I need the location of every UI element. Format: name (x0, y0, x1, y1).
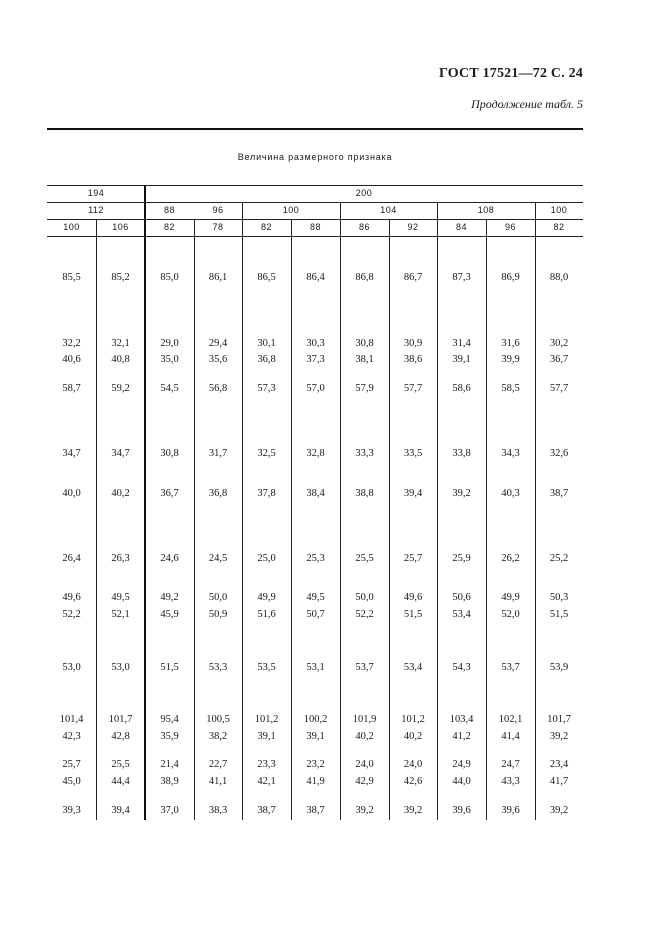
table-cell: 45,0 (62, 776, 81, 787)
table-cell: 38,7 (257, 805, 276, 816)
table-cell: 34,7 (62, 448, 81, 459)
column-divider (535, 202, 536, 820)
table-cell: 32,8 (306, 448, 325, 459)
table-cell: 36,7 (549, 354, 569, 365)
table-cell: 39,2 (355, 805, 374, 816)
table-cell: 22,7 (208, 759, 228, 770)
column-divider (437, 202, 438, 820)
table-cell: 32,6 (549, 448, 569, 459)
table-cell: 51,6 (257, 609, 276, 620)
table-cell: 24,0 (355, 759, 374, 770)
table-cell: 87,3 (452, 272, 471, 283)
table-cell: 39,2 (549, 805, 569, 816)
table-cell: 37,0 (160, 805, 179, 816)
table-cell: 101,2 (254, 714, 279, 725)
table-cell: 49,2 (160, 592, 179, 603)
table-cell: 38,6 (403, 354, 423, 365)
table-cell: 85,2 (111, 272, 130, 283)
table-cell: 30,9 (403, 338, 423, 349)
table-cell: 86,7 (403, 272, 423, 283)
table-cell: 54,5 (160, 383, 179, 394)
table-cell: 24,0 (403, 759, 423, 770)
table-cell: 42,8 (111, 731, 130, 742)
table-cell: 49,6 (403, 592, 423, 603)
table-cell: 102,1 (498, 714, 523, 725)
table-cell: 25,9 (452, 553, 471, 564)
table-cell: 52,2 (355, 609, 374, 620)
table-cell: 39,4 (111, 805, 130, 816)
table-cell: 31,6 (501, 338, 520, 349)
table-cell: 52,0 (501, 609, 520, 620)
column-divider (194, 219, 195, 820)
table-cell: 53,3 (208, 662, 228, 673)
table-cell: 26,2 (501, 553, 520, 564)
table-cell: 39,2 (549, 731, 569, 742)
table-cell: 23,3 (257, 759, 276, 770)
table-cell: 36,8 (257, 354, 276, 365)
table-cell: 53,0 (62, 662, 81, 673)
table-cell: 25,3 (306, 553, 325, 564)
table-cell: 40,8 (111, 354, 130, 365)
table-cell: 49,5 (306, 592, 325, 603)
table-cell: 86,4 (306, 272, 325, 283)
header-level3: 82 (163, 222, 175, 232)
table-cell: 58,6 (452, 383, 471, 394)
header-level3: 78 (212, 222, 224, 232)
table-cell: 56,8 (208, 383, 228, 394)
table-cell: 23,2 (306, 759, 325, 770)
table-cell: 39,9 (501, 354, 520, 365)
table-cell: 50,0 (355, 592, 374, 603)
table-cell: 41,7 (549, 776, 569, 787)
table-cell: 57,0 (306, 383, 325, 394)
table-cell: 58,5 (501, 383, 520, 394)
table-cell: 44,0 (452, 776, 471, 787)
table-cell: 101,7 (547, 714, 571, 725)
column-divider (96, 219, 97, 820)
table-cell: 57,9 (355, 383, 374, 394)
table-cell: 41,4 (501, 731, 520, 742)
table-cell: 25,5 (355, 553, 374, 564)
header-level3: 86 (358, 222, 370, 232)
table-cell: 29,4 (208, 338, 228, 349)
table-cell: 40,2 (355, 731, 374, 742)
table-cell: 38,7 (306, 805, 325, 816)
table-cell: 50,0 (208, 592, 228, 603)
column-divider (291, 219, 292, 820)
table-cell: 49,6 (62, 592, 81, 603)
table-cell: 53,4 (403, 662, 423, 673)
table-cell: 53,4 (452, 609, 471, 620)
table-cell: 36,7 (160, 488, 179, 499)
table-cell: 53,9 (549, 662, 569, 673)
table-cell: 25,5 (111, 759, 130, 770)
table-cell: 51,5 (403, 609, 423, 620)
table-cell: 88,0 (549, 272, 569, 283)
table-cell: 53,5 (257, 662, 276, 673)
table-cell: 39,1 (306, 731, 325, 742)
table-cell: 59,2 (111, 383, 130, 394)
table-cell: 39,2 (403, 805, 423, 816)
table-cell: 53,7 (501, 662, 520, 673)
table-cell: 50,3 (549, 592, 569, 603)
table-cell: 39,2 (452, 488, 471, 499)
table-cell: 53,7 (355, 662, 374, 673)
table-cell: 103,4 (449, 714, 474, 725)
table-continuation-note: Продолжение табл. 5 (471, 97, 583, 111)
table-cell: 24,5 (208, 553, 228, 564)
table-cell: 49,5 (111, 592, 130, 603)
table-cell: 31,7 (208, 448, 228, 459)
header-level3: 88 (309, 222, 321, 232)
table-caption: Величина размерного признака (237, 152, 393, 162)
table-cell: 51,5 (160, 662, 179, 673)
table-cell: 37,3 (306, 354, 325, 365)
table-cell: 38,8 (355, 488, 374, 499)
table-cell: 85,0 (160, 272, 179, 283)
table-cell: 26,3 (111, 553, 130, 564)
table-cell: 29,0 (160, 338, 179, 349)
table-cell: 34,7 (111, 448, 130, 459)
table-cell: 57,7 (403, 383, 423, 394)
header-height-200: 200 (355, 188, 373, 198)
column-divider (144, 185, 146, 820)
table-cell: 21,4 (160, 759, 179, 770)
header-level2: 100 (550, 205, 568, 215)
table-cell: 52,1 (111, 609, 130, 620)
header-level3: 82 (553, 222, 565, 232)
table-cell: 40,2 (111, 488, 130, 499)
table-cell: 37,8 (257, 488, 276, 499)
table-cell: 35,9 (160, 731, 179, 742)
column-divider (486, 219, 487, 820)
header-level3: 100 (63, 222, 80, 232)
table-cell: 38,2 (208, 731, 228, 742)
table-cell: 57,3 (257, 383, 276, 394)
table-cell: 101,4 (59, 714, 84, 725)
table-cell: 38,1 (355, 354, 374, 365)
table-cell: 38,9 (160, 776, 179, 787)
table-cell: 35,0 (160, 354, 179, 365)
table-cell: 44,4 (111, 776, 130, 787)
table-cell: 40,6 (62, 354, 81, 365)
table-cell: 23,4 (549, 759, 569, 770)
table-cell: 42,9 (355, 776, 374, 787)
table-cell: 33,8 (452, 448, 471, 459)
header-rule-2 (47, 219, 583, 220)
column-divider (242, 202, 243, 820)
header-level2: 100 (282, 205, 300, 215)
table-cell: 42,6 (403, 776, 423, 787)
table-cell: 25,0 (257, 553, 276, 564)
table-cell: 39,4 (403, 488, 423, 499)
table-cell: 39,1 (452, 354, 471, 365)
page-header: ГОСТ 17521—72 С. 24 (439, 66, 583, 81)
table-cell: 101,2 (401, 714, 425, 725)
table-cell: 33,5 (403, 448, 423, 459)
header-level3: 84 (455, 222, 467, 232)
table-cell: 101,9 (352, 714, 377, 725)
header-level2: 112 (88, 205, 104, 215)
table-cell: 42,3 (62, 731, 81, 742)
table-cell: 25,7 (62, 759, 81, 770)
table-cell: 25,7 (403, 553, 423, 564)
table-cell: 24,9 (452, 759, 471, 770)
table-cell: 86,9 (501, 272, 520, 283)
table-cell: 32,5 (257, 448, 276, 459)
table-cell: 36,8 (208, 488, 228, 499)
table-cell: 86,5 (257, 272, 276, 283)
table-cell: 49,9 (257, 592, 276, 603)
table-cell: 86,8 (355, 272, 374, 283)
table-cell: 50,9 (208, 609, 228, 620)
table-cell: 30,8 (355, 338, 374, 349)
table-cell: 24,7 (501, 759, 520, 770)
header-level3: 82 (260, 222, 272, 232)
table-cell: 32,2 (62, 338, 81, 349)
column-divider (340, 202, 341, 820)
table-cell: 38,7 (549, 488, 569, 499)
top-rule (47, 128, 583, 130)
header-level2: 88 (163, 205, 175, 215)
table-cell: 100,2 (303, 714, 328, 725)
table-cell: 30,2 (549, 338, 569, 349)
table-cell: 39,1 (257, 731, 276, 742)
table-cell: 25,2 (549, 553, 569, 564)
table-cell: 95,4 (160, 714, 179, 725)
header-level3: 92 (407, 222, 419, 232)
table-cell: 54,3 (452, 662, 471, 673)
table-cell: 43,3 (501, 776, 520, 787)
header-level2: 108 (477, 205, 495, 215)
header-rule-1 (47, 202, 583, 203)
header-level2: 96 (212, 205, 224, 215)
table-cell: 101,7 (108, 714, 133, 725)
table-cell: 39,6 (501, 805, 520, 816)
table-cell: 39,3 (62, 805, 81, 816)
table-cell: 38,3 (208, 805, 228, 816)
table-cell: 85,5 (62, 272, 81, 283)
table-cell: 30,8 (160, 448, 179, 459)
header-level3: 106 (112, 222, 129, 232)
table-cell: 33,3 (355, 448, 374, 459)
table-cell: 41,1 (208, 776, 228, 787)
column-divider (389, 219, 390, 820)
table-cell: 40,2 (403, 731, 423, 742)
header-height-194: 194 (87, 188, 105, 198)
table-cell: 31,4 (452, 338, 471, 349)
table-cell: 52,2 (62, 609, 81, 620)
table-cell: 57,7 (549, 383, 569, 394)
header-level2: 104 (380, 205, 397, 215)
table-cell: 53,1 (306, 662, 325, 673)
table-cell: 26,4 (62, 553, 81, 564)
table-cell: 53,0 (111, 662, 130, 673)
table-cell: 100,5 (206, 714, 230, 725)
table-cell: 50,6 (452, 592, 471, 603)
table-cell: 30,3 (306, 338, 325, 349)
table-cell: 51,5 (549, 609, 569, 620)
table-cell: 58,7 (62, 383, 81, 394)
table-cell: 86,1 (208, 272, 228, 283)
table-cell: 35,6 (208, 354, 228, 365)
table-cell: 30,1 (257, 338, 276, 349)
table-cell: 49,9 (501, 592, 520, 603)
table-cell: 41,2 (452, 731, 471, 742)
header-level3: 96 (504, 222, 516, 232)
table-cell: 32,1 (111, 338, 130, 349)
table-cell: 38,4 (306, 488, 325, 499)
table-cell: 45,9 (160, 609, 179, 620)
table-cell: 41,9 (306, 776, 325, 787)
table-cell: 42,1 (257, 776, 276, 787)
table-cell: 40,0 (62, 488, 81, 499)
header-rule-3 (47, 236, 583, 237)
table-cell: 34,3 (501, 448, 520, 459)
table-cell: 39,6 (452, 805, 471, 816)
table-cell: 24,6 (160, 553, 179, 564)
table-cell: 40,3 (501, 488, 520, 499)
header-rule-top (47, 185, 583, 186)
table-cell: 50,7 (306, 609, 325, 620)
